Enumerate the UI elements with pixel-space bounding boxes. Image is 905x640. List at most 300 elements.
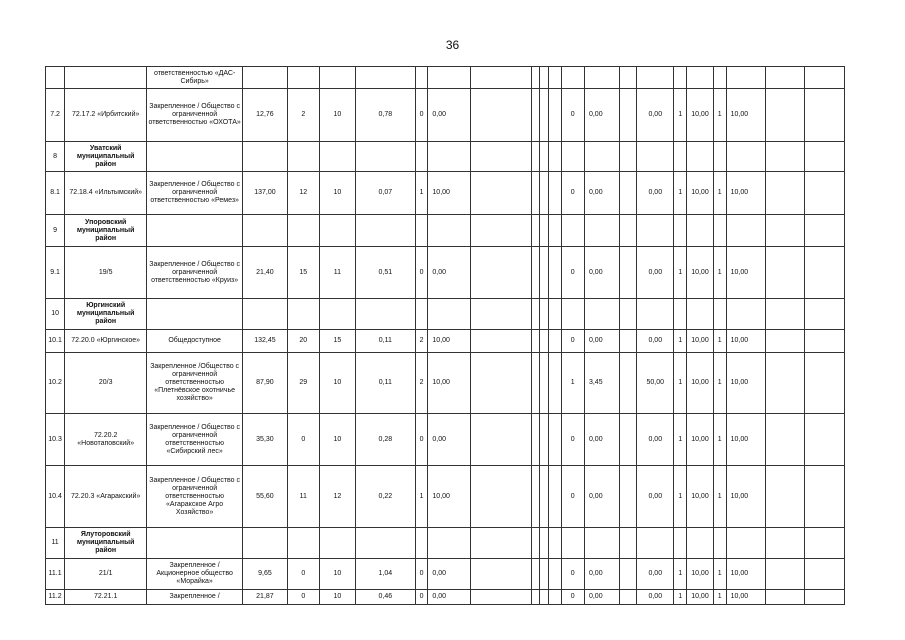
cell-c7: 0,00 — [584, 559, 619, 590]
empty-cell — [471, 330, 532, 353]
cell-c4: 2 — [415, 353, 428, 414]
empty-cell — [548, 215, 561, 247]
empty-cell — [766, 67, 805, 89]
cell-c9: 1 — [674, 172, 687, 215]
empty-cell — [531, 215, 540, 247]
empty-cell — [243, 142, 288, 172]
cell-c5: 10,00 — [428, 353, 471, 414]
cell-c10: 10,00 — [687, 590, 714, 605]
empty-cell — [415, 215, 428, 247]
cell-c5: 0,00 — [428, 247, 471, 299]
cell-c6 — [561, 67, 584, 89]
cell-area: 132,45 — [243, 330, 288, 353]
empty-cell — [531, 559, 540, 590]
cell-c4: 0 — [415, 247, 428, 299]
cell-c8: 0,00 — [637, 172, 674, 215]
empty-cell — [805, 466, 845, 528]
cell-c11: 1 — [713, 89, 726, 142]
empty-cell — [620, 414, 637, 466]
empty-cell — [620, 89, 637, 142]
empty-cell — [726, 299, 765, 330]
cell-c3: 1,04 — [355, 559, 415, 590]
empty-cell — [548, 466, 561, 528]
empty-cell — [713, 215, 726, 247]
cell-c11: 1 — [713, 247, 726, 299]
cell-code: 72.18.4 «Ильтымский» — [65, 172, 147, 215]
cell-area — [243, 67, 288, 89]
district-header-row — [46, 299, 845, 330]
empty-cell — [540, 172, 549, 215]
empty-cell — [726, 215, 765, 247]
empty-cell — [766, 466, 805, 528]
empty-cell — [287, 528, 319, 559]
cell-c2: 10 — [319, 414, 355, 466]
empty-cell — [540, 89, 549, 142]
cell-c2: 10 — [319, 590, 355, 605]
empty-cell — [531, 330, 540, 353]
cell-c1: 20 — [287, 330, 319, 353]
empty-cell — [805, 414, 845, 466]
empty-cell — [805, 559, 845, 590]
cell-code: 72.21.1 — [65, 590, 147, 605]
cell-c4: 0 — [415, 559, 428, 590]
empty-cell — [471, 247, 532, 299]
empty-cell — [428, 299, 471, 330]
empty-cell — [766, 215, 805, 247]
cell-c10: 10,00 — [687, 353, 714, 414]
table-row — [46, 353, 845, 414]
empty-cell — [319, 299, 355, 330]
empty-cell — [713, 299, 726, 330]
empty-cell — [620, 142, 637, 172]
cell-c2: 10 — [319, 172, 355, 215]
empty-cell — [540, 528, 549, 559]
cell-c3: 0,07 — [355, 172, 415, 215]
empty-cell — [531, 67, 540, 89]
empty-cell — [147, 142, 243, 172]
cell-c12: 10,00 — [726, 172, 765, 215]
cell-c7: 0,00 — [584, 172, 619, 215]
empty-cell — [319, 215, 355, 247]
cell-c4: 2 — [415, 330, 428, 353]
cell-c2: 10 — [319, 353, 355, 414]
cell-c1: 2 — [287, 89, 319, 142]
empty-cell — [584, 142, 619, 172]
cell-area: 35,30 — [243, 414, 288, 466]
empty-cell — [471, 559, 532, 590]
cell-area: 55,60 — [243, 466, 288, 528]
empty-cell — [548, 67, 561, 89]
empty-cell — [674, 528, 687, 559]
cell-c6: 0 — [561, 466, 584, 528]
cell-c11: 1 — [713, 353, 726, 414]
empty-cell — [561, 215, 584, 247]
cell-c9 — [674, 67, 687, 89]
district-header-row — [46, 528, 845, 559]
table-row — [46, 559, 845, 590]
cell-c6: 0 — [561, 172, 584, 215]
cell-type: Закрепленное / — [147, 590, 243, 605]
empty-cell — [548, 172, 561, 215]
cell-name: Упоровский муниципальный район — [65, 215, 147, 247]
cell-c9: 1 — [674, 466, 687, 528]
cell-c4: 0 — [415, 590, 428, 605]
empty-cell — [415, 142, 428, 172]
cell-c8: 0,00 — [637, 466, 674, 528]
empty-cell — [637, 215, 674, 247]
district-header-row — [46, 215, 845, 247]
empty-cell — [531, 299, 540, 330]
cell-c11: 1 — [713, 330, 726, 353]
empty-cell — [584, 299, 619, 330]
cell-c4 — [415, 67, 428, 89]
empty-cell — [620, 215, 637, 247]
empty-cell — [548, 330, 561, 353]
cell-type: Закрепленное /Общество с ограниченной ответственностью «Плетнёвское охотничье хозяйство» — [147, 353, 243, 414]
empty-cell — [471, 89, 532, 142]
cell-c3: 0,11 — [355, 330, 415, 353]
cell-c9: 1 — [674, 590, 687, 605]
empty-cell — [531, 528, 540, 559]
empty-cell — [620, 67, 637, 89]
empty-cell — [531, 142, 540, 172]
cell-c8: 50,00 — [637, 353, 674, 414]
cell-area: 87,90 — [243, 353, 288, 414]
cell-c6: 0 — [561, 330, 584, 353]
empty-cell — [540, 466, 549, 528]
cell-c7: 3,45 — [584, 353, 619, 414]
empty-cell — [766, 247, 805, 299]
cell-c3: 0,28 — [355, 414, 415, 466]
empty-cell — [415, 299, 428, 330]
empty-cell — [531, 247, 540, 299]
cell-c11: 1 — [713, 172, 726, 215]
empty-cell — [805, 89, 845, 142]
cell-c10: 10,00 — [687, 559, 714, 590]
cell-c2: 10 — [319, 559, 355, 590]
empty-cell — [766, 142, 805, 172]
empty-cell — [637, 528, 674, 559]
empty-cell — [355, 142, 415, 172]
empty-cell — [620, 559, 637, 590]
empty-cell — [620, 247, 637, 299]
empty-cell — [540, 215, 549, 247]
cell-num: 9 — [46, 215, 65, 247]
cell-area: 21,40 — [243, 247, 288, 299]
empty-cell — [766, 528, 805, 559]
cell-type: ответственностью «ДАС-Сибирь» — [147, 67, 243, 89]
cell-c8: 0,00 — [637, 247, 674, 299]
empty-cell — [540, 559, 549, 590]
cell-c12: 10,00 — [726, 353, 765, 414]
cell-c7: 0,00 — [584, 330, 619, 353]
cell-c10: 10,00 — [687, 414, 714, 466]
empty-cell — [428, 528, 471, 559]
empty-cell — [805, 67, 845, 89]
empty-cell — [726, 528, 765, 559]
cell-c5: 10,00 — [428, 330, 471, 353]
cell-num: 7.2 — [46, 89, 65, 142]
cell-c9: 1 — [674, 353, 687, 414]
cell-c5: 0,00 — [428, 559, 471, 590]
table-row — [46, 414, 845, 466]
cell-num: 10.3 — [46, 414, 65, 466]
empty-cell — [766, 330, 805, 353]
empty-cell — [540, 142, 549, 172]
empty-cell — [584, 215, 619, 247]
cell-num: 11.2 — [46, 590, 65, 605]
cell-num: 10.1 — [46, 330, 65, 353]
empty-cell — [766, 299, 805, 330]
empty-cell — [713, 142, 726, 172]
empty-cell — [620, 353, 637, 414]
empty-cell — [687, 299, 714, 330]
cell-c7: 0,00 — [584, 89, 619, 142]
empty-cell — [243, 299, 288, 330]
empty-cell — [531, 353, 540, 414]
cell-c2: 11 — [319, 247, 355, 299]
empty-cell — [805, 353, 845, 414]
empty-cell — [620, 299, 637, 330]
empty-cell — [561, 299, 584, 330]
empty-cell — [548, 353, 561, 414]
cell-c10: 10,00 — [687, 172, 714, 215]
cell-c12: 10,00 — [726, 414, 765, 466]
table-row — [46, 67, 845, 89]
empty-cell — [805, 330, 845, 353]
empty-cell — [319, 528, 355, 559]
empty-cell — [561, 142, 584, 172]
empty-cell — [287, 142, 319, 172]
cell-c12 — [726, 67, 765, 89]
empty-cell — [620, 330, 637, 353]
empty-cell — [766, 89, 805, 142]
cell-num: 11.1 — [46, 559, 65, 590]
empty-cell — [415, 528, 428, 559]
cell-c1: 15 — [287, 247, 319, 299]
cell-c9: 1 — [674, 330, 687, 353]
cell-area: 12,76 — [243, 89, 288, 142]
empty-cell — [355, 528, 415, 559]
empty-cell — [243, 215, 288, 247]
empty-cell — [531, 590, 540, 605]
empty-cell — [540, 299, 549, 330]
cell-c8 — [637, 67, 674, 89]
cell-c2: 10 — [319, 89, 355, 142]
empty-cell — [687, 528, 714, 559]
empty-cell — [620, 590, 637, 605]
empty-cell — [620, 528, 637, 559]
empty-cell — [674, 215, 687, 247]
cell-c2 — [319, 67, 355, 89]
table-row — [46, 247, 845, 299]
cell-code: 72.20.3 «Агаракский» — [65, 466, 147, 528]
cell-code: 19/5 — [65, 247, 147, 299]
cell-c1: 0 — [287, 590, 319, 605]
cell-c4: 1 — [415, 172, 428, 215]
empty-cell — [243, 528, 288, 559]
empty-cell — [540, 414, 549, 466]
empty-cell — [428, 142, 471, 172]
cell-name: Ялуторовский муниципальный район — [65, 528, 147, 559]
empty-cell — [620, 172, 637, 215]
table-row — [46, 466, 845, 528]
cell-c12: 10,00 — [726, 466, 765, 528]
hunting-grounds-table — [45, 66, 845, 605]
empty-cell — [471, 215, 532, 247]
cell-c4: 0 — [415, 414, 428, 466]
empty-cell — [471, 466, 532, 528]
cell-c12: 10,00 — [726, 89, 765, 142]
empty-cell — [674, 299, 687, 330]
cell-c11: 1 — [713, 414, 726, 466]
cell-c6: 1 — [561, 353, 584, 414]
empty-cell — [805, 142, 845, 172]
cell-c1: 0 — [287, 414, 319, 466]
empty-cell — [540, 247, 549, 299]
cell-c11: 1 — [713, 559, 726, 590]
cell-c12: 10,00 — [726, 590, 765, 605]
cell-c3: 0,11 — [355, 353, 415, 414]
empty-cell — [540, 353, 549, 414]
table-row — [46, 89, 845, 142]
cell-c8: 0,00 — [637, 89, 674, 142]
cell-c9: 1 — [674, 89, 687, 142]
cell-type: Закрепленное / Общество с ограниченной ответственностью «Агаракское Агро Хозяйство» — [147, 466, 243, 528]
empty-cell — [548, 247, 561, 299]
cell-c7: 0,00 — [584, 466, 619, 528]
cell-c1 — [287, 67, 319, 89]
cell-num — [46, 67, 65, 89]
cell-c7: 0,00 — [584, 590, 619, 605]
table-row — [46, 590, 845, 605]
empty-cell — [637, 142, 674, 172]
cell-area: 137,00 — [243, 172, 288, 215]
empty-cell — [471, 590, 532, 605]
empty-cell — [471, 142, 532, 172]
table-row — [46, 172, 845, 215]
empty-cell — [805, 528, 845, 559]
cell-c1: 12 — [287, 172, 319, 215]
data-table — [45, 66, 845, 605]
cell-type: Закрепленное / Общество с ограниченной ответственностью «Ремез» — [147, 172, 243, 215]
cell-c11: 1 — [713, 590, 726, 605]
cell-type: Закрепленное / Общество с ограниченной ответственностью «ОХОТА» — [147, 89, 243, 142]
cell-c5 — [428, 67, 471, 89]
cell-c12: 10,00 — [726, 247, 765, 299]
cell-c11 — [713, 67, 726, 89]
empty-cell — [713, 528, 726, 559]
cell-num: 11 — [46, 528, 65, 559]
cell-num: 10.2 — [46, 353, 65, 414]
cell-c5: 0,00 — [428, 590, 471, 605]
cell-c5: 10,00 — [428, 466, 471, 528]
cell-c1: 11 — [287, 466, 319, 528]
empty-cell — [805, 299, 845, 330]
empty-cell — [548, 590, 561, 605]
empty-cell — [540, 590, 549, 605]
cell-c10: 10,00 — [687, 466, 714, 528]
empty-cell — [428, 215, 471, 247]
cell-c6: 0 — [561, 247, 584, 299]
cell-c7: 0,00 — [584, 247, 619, 299]
empty-cell — [766, 559, 805, 590]
empty-cell — [561, 528, 584, 559]
empty-cell — [540, 67, 549, 89]
empty-cell — [805, 247, 845, 299]
cell-num: 8 — [46, 142, 65, 172]
cell-c3: 0,46 — [355, 590, 415, 605]
empty-cell — [471, 299, 532, 330]
cell-code — [65, 67, 147, 89]
table-row — [46, 330, 845, 353]
empty-cell — [548, 299, 561, 330]
district-header-row — [46, 142, 845, 172]
cell-c2: 12 — [319, 466, 355, 528]
cell-c5: 0,00 — [428, 414, 471, 466]
cell-name: Юргинский муниципальный район — [65, 299, 147, 330]
cell-c5: 0,00 — [428, 89, 471, 142]
cell-c4: 1 — [415, 466, 428, 528]
cell-c10: 10,00 — [687, 330, 714, 353]
cell-c9: 1 — [674, 247, 687, 299]
cell-c6: 0 — [561, 590, 584, 605]
cell-code: 72.17.2 «Ирбитский» — [65, 89, 147, 142]
empty-cell — [766, 414, 805, 466]
cell-code: 20/3 — [65, 353, 147, 414]
empty-cell — [147, 528, 243, 559]
empty-cell — [531, 89, 540, 142]
cell-c3 — [355, 67, 415, 89]
cell-type: Закрепленное / Общество с ограниченной ответственностью «Сибирский лес» — [147, 414, 243, 466]
cell-c12: 10,00 — [726, 330, 765, 353]
cell-c8: 0,00 — [637, 330, 674, 353]
cell-c8: 0,00 — [637, 559, 674, 590]
cell-num: 10 — [46, 299, 65, 330]
empty-cell — [471, 353, 532, 414]
cell-c12: 10,00 — [726, 559, 765, 590]
cell-c10: 10,00 — [687, 89, 714, 142]
cell-num: 9.1 — [46, 247, 65, 299]
cell-code: 72.20.2 «Новотаповский» — [65, 414, 147, 466]
empty-cell — [471, 172, 532, 215]
cell-c6: 0 — [561, 89, 584, 142]
empty-cell — [531, 466, 540, 528]
cell-c8: 0,00 — [637, 590, 674, 605]
empty-cell — [531, 172, 540, 215]
empty-cell — [805, 215, 845, 247]
cell-c7 — [584, 67, 619, 89]
empty-cell — [548, 414, 561, 466]
cell-code: 21/1 — [65, 559, 147, 590]
empty-cell — [674, 142, 687, 172]
cell-area: 9,65 — [243, 559, 288, 590]
empty-cell — [287, 299, 319, 330]
empty-cell — [766, 353, 805, 414]
empty-cell — [637, 299, 674, 330]
empty-cell — [687, 215, 714, 247]
empty-cell — [540, 330, 549, 353]
empty-cell — [805, 172, 845, 215]
cell-c1: 29 — [287, 353, 319, 414]
empty-cell — [531, 414, 540, 466]
empty-cell — [147, 299, 243, 330]
empty-cell — [548, 528, 561, 559]
cell-area: 21,87 — [243, 590, 288, 605]
cell-c3: 0,78 — [355, 89, 415, 142]
cell-num: 8.1 — [46, 172, 65, 215]
empty-cell — [471, 67, 532, 89]
